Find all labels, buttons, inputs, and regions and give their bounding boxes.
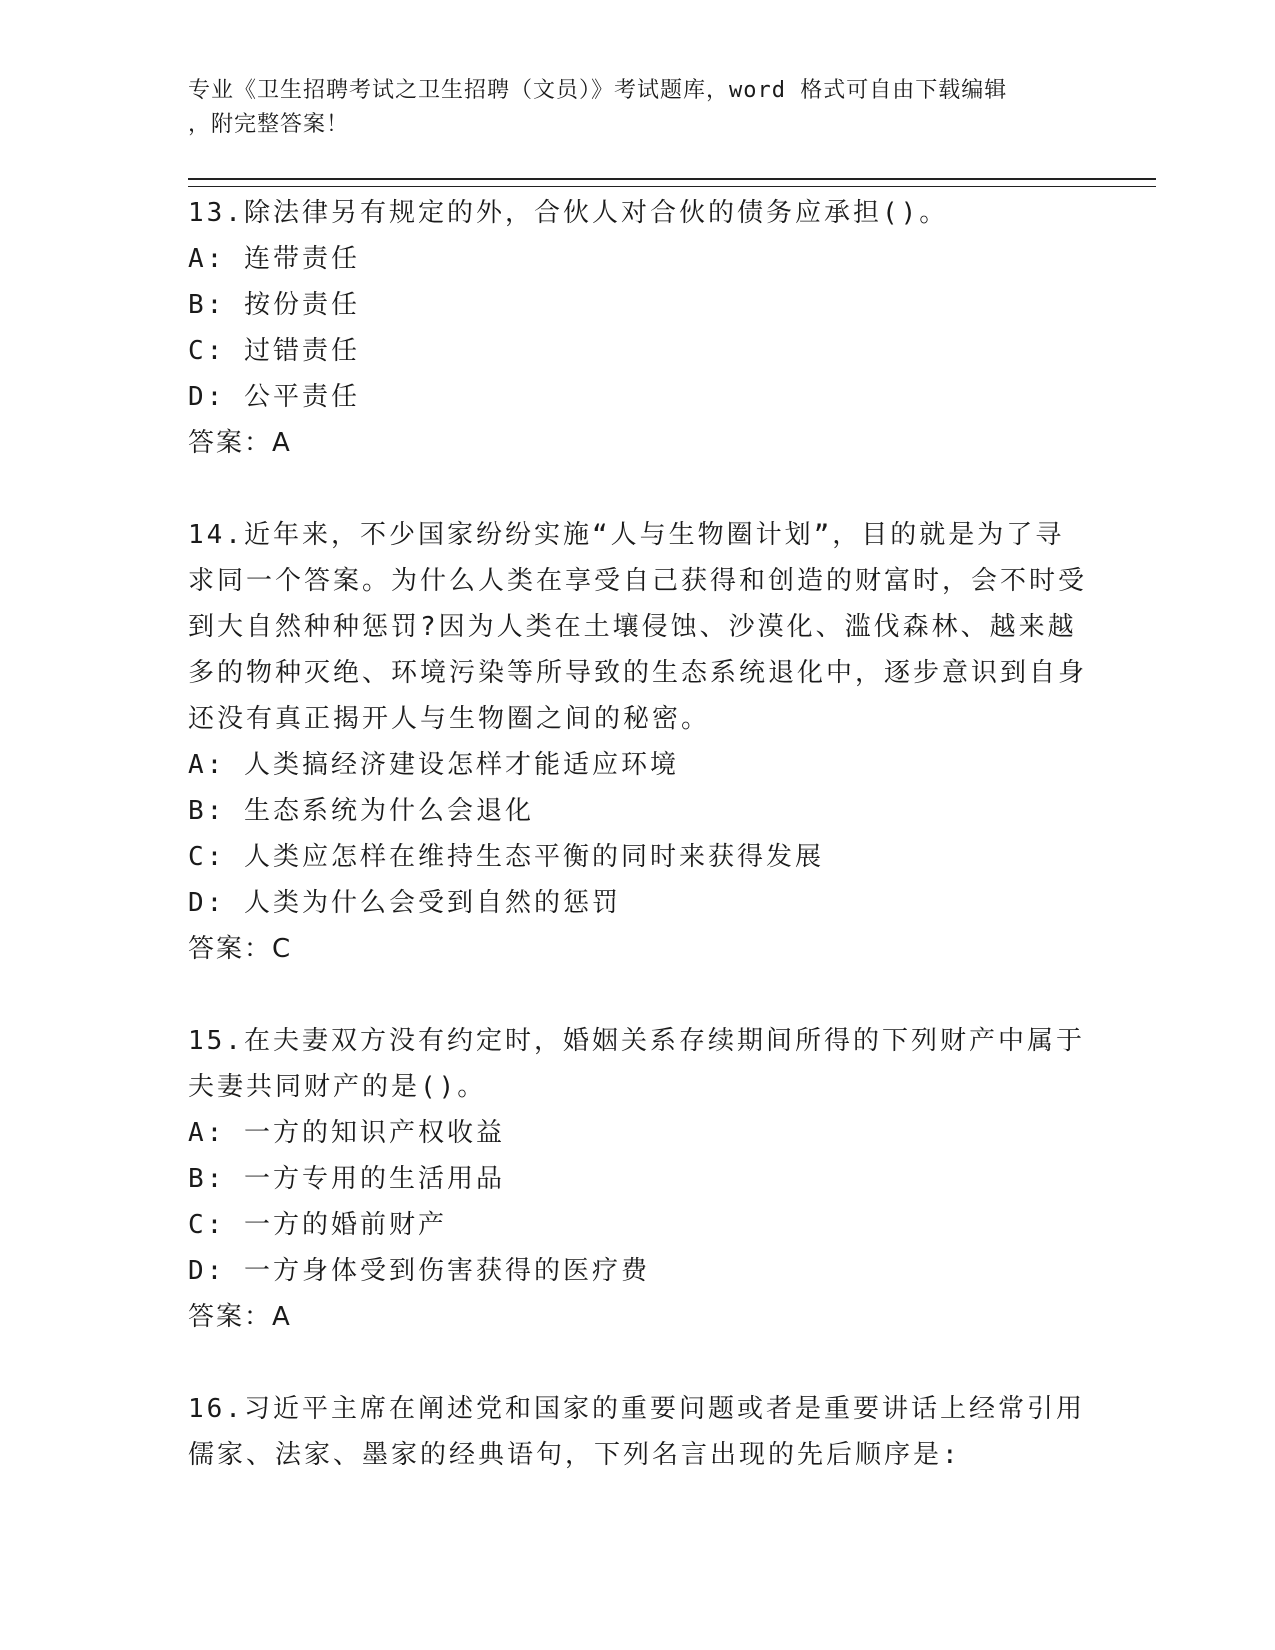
option-a: A: 人类搞经济建设怎样才能适应环境 [188, 750, 679, 780]
option-b: B: 一方专用的生活用品 [188, 1164, 505, 1194]
question-stem: 14.近年来，不少国家纷纷实施“人与生物圈计划”，目的就是为了寻求同一个答案。为什么人类在享受自己获得和创造的财富时，会不时受到大自然种种惩罚?因为人类在土壤侵蚀、沙漠化、滥伐森林、越来越多的物种灭绝、环境污染等所导致的生态系统退化中，逐步意识到自身还没有真正揭开人与生物圈之间的秘密。 [188, 520, 1088, 734]
option-b: B: 生态系统为什么会退化 [188, 796, 534, 826]
option-b: B: 按份责任 [188, 290, 360, 320]
option-d: D: 公平责任 [188, 382, 360, 412]
option-a: A: 一方的知识产权收益 [188, 1118, 505, 1148]
question-16 [188, 1386, 1088, 1478]
answer: 答案：A [188, 1302, 292, 1332]
question-stem: 15.在夫妻双方没有约定时，婚姻关系存续期间所得的下列财产中属于夫妻共同财产的是()。 [188, 1026, 1085, 1102]
question-15 [188, 1018, 1088, 1340]
question-13 [188, 190, 1088, 466]
option-c: C: 一方的婚前财产 [188, 1210, 447, 1240]
document-header [188, 74, 1068, 142]
header-divider [188, 178, 1156, 187]
question-list [188, 190, 1088, 1524]
question-14 [188, 512, 1088, 972]
option-a: A: 连带责任 [188, 244, 360, 274]
answer: 答案：C [188, 934, 293, 964]
question-stem: 13.除法律另有规定的外，合伙人对合伙的债务应承担()。 [188, 198, 949, 228]
header-line-2: ，附完整答案！ [188, 112, 350, 137]
answer: 答案：A [188, 428, 292, 458]
question-stem: 16.习近平主席在阐述党和国家的重要问题或者是重要讲话上经常引用儒家、法家、墨家的经典语句，下列名言出现的先后顺序是: [188, 1394, 1085, 1470]
option-d: D: 一方身体受到伤害获得的医疗费 [188, 1256, 650, 1286]
option-c: C: 过错责任 [188, 336, 360, 366]
header-line-1: 专业《卫生招聘考试之卫生招聘（文员）》考试题库，word 格式可自由下载编辑 [188, 78, 1008, 103]
option-c: C: 人类应怎样在维持生态平衡的同时来获得发展 [188, 842, 824, 872]
option-d: D: 人类为什么会受到自然的惩罚 [188, 888, 621, 918]
